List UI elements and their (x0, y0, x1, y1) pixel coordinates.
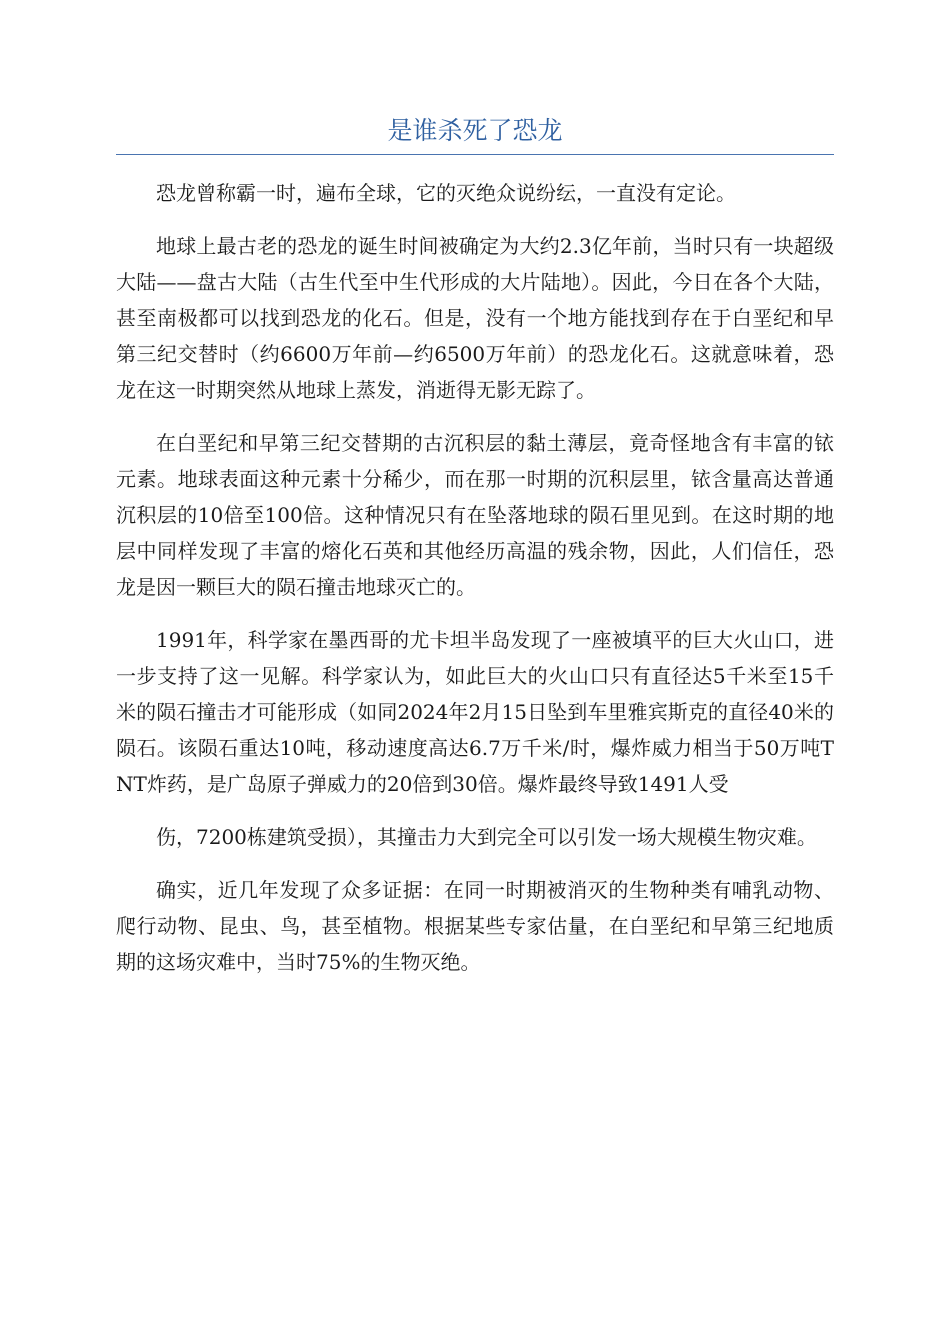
paragraph-crater: 1991年，科学家在墨西哥的尤卡坦半岛发现了一座被填平的巨大火山口，进一步支持了这一见解。科学家认为，如此巨大的火山口只有直径达5千米至15千米的陨石撞击才可能形成（如同2024年2月15日坠到车里雅宾斯克的直径40米的陨石。该陨石重达10吨，移动速度高达6.7万千米/时，爆炸威力相当于50万吨TNT炸药，是广岛原子弹威力的20倍到30倍。爆炸最终导致1491人受 (116, 628, 834, 796)
paragraph-origin: 地球上最古老的恐龙的诞生时间被确定为大约2.3亿年前，当时只有一块超级大陆——盘古大陆（古生代至中生代形成的大片陆地）。因此，今日在各个大陆，甚至南极都可以找到恐龙的化石。但是，没有一个地方能找到存在于白垩纪和早第三纪交替时（约6600万年前—约6500万年前）的恐龙化石。这就意味着，恐龙在这一时期突然从地球上蒸发，消逝得无影无踪了。 (116, 234, 834, 402)
document-body (116, 175, 834, 980)
paragraph-crater-continued: 伤，7200栋建筑受损），其撞击力大到完全可以引发一场大规模生物灾难。 (156, 825, 817, 849)
document-page (116, 110, 834, 997)
page-title: 是谁杀死了恐龙 (116, 110, 834, 155)
paragraph-evidence: 确实，近几年发现了众多证据：在同一时期被消灭的生物种类有哺乳动物、爬行动物、昆虫、鸟，甚至植物。根据某些专家估量，在白垩纪和早第三纪地质期的这场灾难中，当时75%的生物灭绝。 (116, 878, 834, 974)
paragraph-intro: 恐龙曾称霸一时，遍布全球，它的灭绝众说纷纭，一直没有定论。 (156, 181, 736, 205)
paragraph-iridium: 在白垩纪和早第三纪交替期的古沉积层的黏土薄层，竟奇怪地含有丰富的铱元素。地球表面这种元素十分稀少，而在那一时期的沉积层里，铱含量高达普通沉积层的10倍至100倍。这种情况只有在坠落地球的陨石里见到。在这时期的地层中同样发现了丰富的熔化石英和其他经历高温的残余物，因此，人们信任，恐龙是因一颗巨大的陨石撞击地球灭亡的。 (116, 431, 834, 599)
